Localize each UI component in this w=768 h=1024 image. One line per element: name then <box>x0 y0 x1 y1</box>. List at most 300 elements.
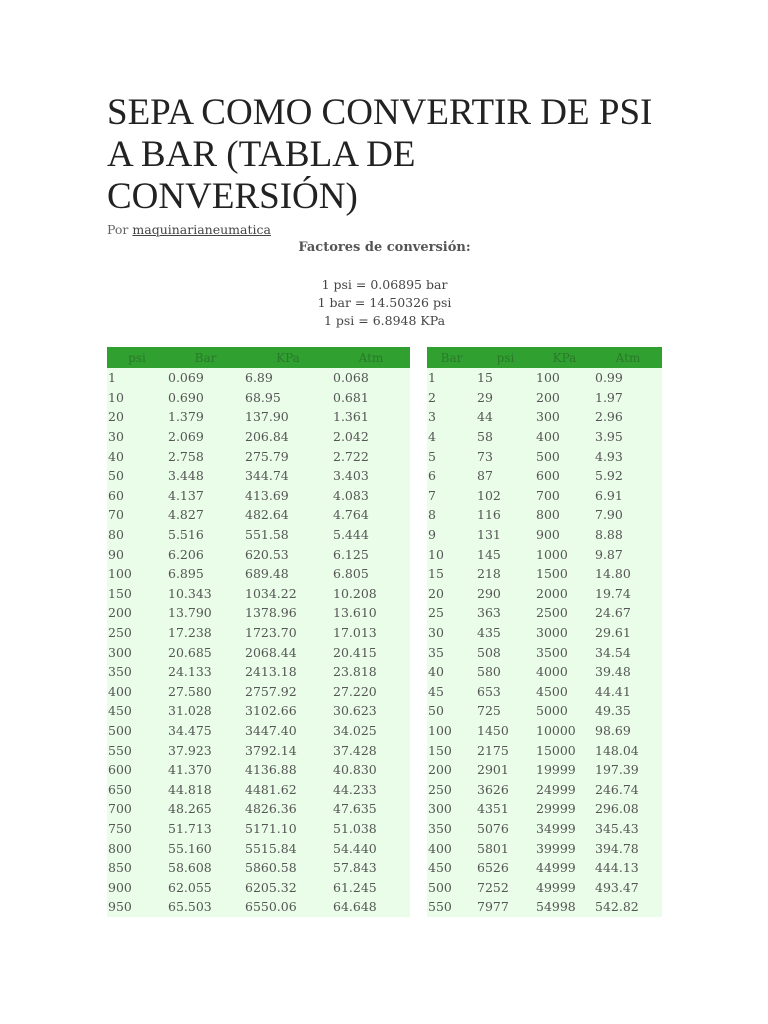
table-row <box>107 564 410 584</box>
column-header: KPa <box>535 347 594 368</box>
table-row <box>427 642 662 662</box>
table-cell: 542.82 <box>594 897 662 917</box>
table-cell: 482.64 <box>244 505 332 525</box>
bar-conversion-table <box>427 347 662 917</box>
table-cell: 20.415 <box>332 642 410 662</box>
table-cell: 39.48 <box>594 662 662 682</box>
table-row <box>107 466 410 486</box>
table-cell: 68.95 <box>244 388 332 408</box>
table-row <box>107 838 410 858</box>
table-row <box>427 740 662 760</box>
table-row <box>107 721 410 741</box>
table-cell: 2.069 <box>167 427 244 447</box>
byline <box>107 222 271 237</box>
table-row <box>107 446 410 466</box>
table-cell: 363 <box>476 603 535 623</box>
table-cell: 6 <box>427 466 476 486</box>
table-cell: 58 <box>476 427 535 447</box>
table-cell: 0.068 <box>332 368 410 388</box>
page-title: SEPA COMO CONVERTIR DE PSI A BAR (TABLA DE CONVERSIÓN) <box>107 92 653 217</box>
table-cell: 250 <box>427 779 476 799</box>
table-cell: 62.055 <box>167 877 244 897</box>
table-cell: 650 <box>107 779 167 799</box>
table-cell: 750 <box>107 819 167 839</box>
table-row <box>107 740 410 760</box>
table-cell: 6.805 <box>332 564 410 584</box>
table-cell: 20 <box>427 584 476 604</box>
table-cell: 580 <box>476 662 535 682</box>
table-row <box>107 662 410 682</box>
table-cell: 7.90 <box>594 505 662 525</box>
table-cell: 2.758 <box>167 446 244 466</box>
table-cell: 0.681 <box>332 388 410 408</box>
column-header: Bar <box>167 347 244 368</box>
table-cell: 73 <box>476 446 535 466</box>
table-cell: 15 <box>476 368 535 388</box>
table-cell: 41.370 <box>167 760 244 780</box>
table-cell: 2 <box>427 388 476 408</box>
table-cell: 689.48 <box>244 564 332 584</box>
table-cell: 13.790 <box>167 603 244 623</box>
table-cell: 200 <box>427 760 476 780</box>
table-cell: 29999 <box>535 799 594 819</box>
table-cell: 2068.44 <box>244 642 332 662</box>
table-cell: 54.440 <box>332 838 410 858</box>
table-cell: 3626 <box>476 779 535 799</box>
table-cell: 10000 <box>535 721 594 741</box>
factor-line: 1 bar = 14.50326 psi <box>317 295 452 310</box>
table-cell: 10 <box>107 388 167 408</box>
table-cell: 1378.96 <box>244 603 332 623</box>
table-row <box>427 721 662 741</box>
table-row <box>427 388 662 408</box>
table-cell: 500 <box>427 877 476 897</box>
table-cell: 400 <box>535 427 594 447</box>
table-row <box>427 603 662 623</box>
table-cell: 2.722 <box>332 446 410 466</box>
table-row <box>107 877 410 897</box>
table-cell: 60 <box>107 486 167 506</box>
table-cell: 653 <box>476 682 535 702</box>
table-cell: 550 <box>107 740 167 760</box>
table-cell: 116 <box>476 505 535 525</box>
table-cell: 8.88 <box>594 525 662 545</box>
table-cell: 47.635 <box>332 799 410 819</box>
table-cell: 4500 <box>535 682 594 702</box>
table-cell: 413.69 <box>244 486 332 506</box>
table-cell: 37.923 <box>167 740 244 760</box>
table-cell: 150 <box>427 740 476 760</box>
table-cell: 500 <box>107 721 167 741</box>
table-cell: 5171.10 <box>244 819 332 839</box>
table-cell: 6.125 <box>332 544 410 564</box>
table-cell: 435 <box>476 623 535 643</box>
table-cell: 450 <box>427 858 476 878</box>
table-cell: 3000 <box>535 623 594 643</box>
table-cell: 80 <box>107 525 167 545</box>
table-cell: 5.92 <box>594 466 662 486</box>
table-row <box>427 682 662 702</box>
table-cell: 275.79 <box>244 446 332 466</box>
table-cell: 9.87 <box>594 544 662 564</box>
table-cell: 40 <box>427 662 476 682</box>
column-header: KPa <box>244 347 332 368</box>
table-cell: 51.038 <box>332 819 410 839</box>
table-cell: 4826.36 <box>244 799 332 819</box>
table-cell: 350 <box>107 662 167 682</box>
table-row <box>107 505 410 525</box>
table-cell: 17.013 <box>332 623 410 643</box>
table-row <box>427 701 662 721</box>
table-cell: 100 <box>427 721 476 741</box>
table-cell: 137.90 <box>244 407 332 427</box>
table-cell: 1000 <box>535 544 594 564</box>
table-cell: 44 <box>476 407 535 427</box>
table-cell: 6550.06 <box>244 897 332 917</box>
table-cell: 3.95 <box>594 427 662 447</box>
table-cell: 24.133 <box>167 662 244 682</box>
table-row <box>427 368 662 388</box>
factor-line: 1 psi = 6.8948 KPa <box>323 313 446 328</box>
byline-prefix: Por <box>107 222 129 237</box>
table-cell: 3447.40 <box>244 721 332 741</box>
table-cell: 58.608 <box>167 858 244 878</box>
table-cell: 0.069 <box>167 368 244 388</box>
table-cell: 300 <box>535 407 594 427</box>
table-cell: 444.13 <box>594 858 662 878</box>
table-cell: 13.610 <box>332 603 410 623</box>
table-cell: 6205.32 <box>244 877 332 897</box>
table-cell: 6.91 <box>594 486 662 506</box>
table-cell: 25 <box>427 603 476 623</box>
table-cell: 1.361 <box>332 407 410 427</box>
table-header-row <box>427 347 662 368</box>
table-row <box>107 427 410 447</box>
table-cell: 5000 <box>535 701 594 721</box>
table-cell: 44.233 <box>332 779 410 799</box>
table-cell: 50 <box>107 466 167 486</box>
table-cell: 5860.58 <box>244 858 332 878</box>
table-cell: 4136.88 <box>244 760 332 780</box>
table-cell: 725 <box>476 701 535 721</box>
table-cell: 90 <box>107 544 167 564</box>
table-cell: 2757.92 <box>244 682 332 702</box>
table-row <box>427 486 662 506</box>
table-cell: 10 <box>427 544 476 564</box>
table-cell: 500 <box>535 446 594 466</box>
table-row <box>107 388 410 408</box>
table-cell: 1723.70 <box>244 623 332 643</box>
table-cell: 39999 <box>535 838 594 858</box>
table-cell: 5 <box>427 446 476 466</box>
table-cell: 40 <box>107 446 167 466</box>
table-cell: 344.74 <box>244 466 332 486</box>
table-row <box>427 427 662 447</box>
table-cell: 290 <box>476 584 535 604</box>
table-cell: 1 <box>107 368 167 388</box>
table-cell: 550 <box>427 897 476 917</box>
table-cell: 15 <box>427 564 476 584</box>
table-cell: 37.428 <box>332 740 410 760</box>
factors-heading: Factores de conversión: <box>298 240 471 255</box>
table-row <box>427 877 662 897</box>
factor-line: 1 psi = 0.06895 bar <box>321 277 448 292</box>
table-row <box>427 505 662 525</box>
table-cell: 24999 <box>535 779 594 799</box>
table-row <box>107 407 410 427</box>
table-cell: 7 <box>427 486 476 506</box>
table-row <box>427 544 662 564</box>
table-cell: 800 <box>535 505 594 525</box>
table-cell: 1 <box>427 368 476 388</box>
column-header: Atm <box>332 347 410 368</box>
table-cell: 19999 <box>535 760 594 780</box>
table-row <box>427 466 662 486</box>
table-cell: 30 <box>427 623 476 643</box>
table-cell: 45 <box>427 682 476 702</box>
table-row <box>107 799 410 819</box>
table-cell: 2.96 <box>594 407 662 427</box>
table-cell: 2.042 <box>332 427 410 447</box>
table-row <box>427 819 662 839</box>
table-cell: 700 <box>107 799 167 819</box>
table-row <box>107 897 410 917</box>
table-cell: 4000 <box>535 662 594 682</box>
table-cell: 900 <box>107 877 167 897</box>
table-row <box>427 407 662 427</box>
table-row <box>107 368 410 388</box>
table-row <box>107 603 410 623</box>
table-cell: 2500 <box>535 603 594 623</box>
table-cell: 3.448 <box>167 466 244 486</box>
table-cell: 34.475 <box>167 721 244 741</box>
table-cell: 3102.66 <box>244 701 332 721</box>
table-cell: 24.67 <box>594 603 662 623</box>
table-row <box>427 662 662 682</box>
table-cell: 7252 <box>476 877 535 897</box>
table-cell: 34.54 <box>594 642 662 662</box>
table-cell: 100 <box>535 368 594 388</box>
table-cell: 4.137 <box>167 486 244 506</box>
table-cell: 300 <box>427 799 476 819</box>
table-cell: 15000 <box>535 740 594 760</box>
table-cell: 98.69 <box>594 721 662 741</box>
table-cell: 10.208 <box>332 584 410 604</box>
table-cell: 148.04 <box>594 740 662 760</box>
column-header: Bar <box>427 347 476 368</box>
table-row <box>427 779 662 799</box>
table-row <box>427 564 662 584</box>
table-cell: 4351 <box>476 799 535 819</box>
table-cell: 4481.62 <box>244 779 332 799</box>
author-link[interactable]: maquinarianeumatica <box>132 222 271 237</box>
table-cell: 35 <box>427 642 476 662</box>
table-cell: 4.827 <box>167 505 244 525</box>
table-cell: 4.764 <box>332 505 410 525</box>
psi-conversion-table <box>107 347 410 917</box>
table-cell: 2413.18 <box>244 662 332 682</box>
table-cell: 34999 <box>535 819 594 839</box>
table-cell: 19.74 <box>594 584 662 604</box>
table-cell: 14.80 <box>594 564 662 584</box>
table-cell: 5076 <box>476 819 535 839</box>
table-cell: 800 <box>107 838 167 858</box>
table-cell: 31.028 <box>167 701 244 721</box>
table-cell: 350 <box>427 819 476 839</box>
table-cell: 493.47 <box>594 877 662 897</box>
table-row <box>107 779 410 799</box>
table-cell: 5515.84 <box>244 838 332 858</box>
table-cell: 131 <box>476 525 535 545</box>
table-cell: 50 <box>427 701 476 721</box>
table-cell: 27.580 <box>167 682 244 702</box>
table-cell: 87 <box>476 466 535 486</box>
table-row <box>107 623 410 643</box>
table-cell: 3 <box>427 407 476 427</box>
table-row <box>427 858 662 878</box>
table-cell: 70 <box>107 505 167 525</box>
table-row <box>107 525 410 545</box>
table-cell: 620.53 <box>244 544 332 564</box>
table-cell: 3500 <box>535 642 594 662</box>
table-cell: 2175 <box>476 740 535 760</box>
table-cell: 102 <box>476 486 535 506</box>
table-cell: 1.379 <box>167 407 244 427</box>
table-cell: 200 <box>535 388 594 408</box>
table-cell: 0.99 <box>594 368 662 388</box>
table-cell: 27.220 <box>332 682 410 702</box>
table-cell: 950 <box>107 897 167 917</box>
table-cell: 54998 <box>535 897 594 917</box>
column-header: psi <box>107 347 167 368</box>
table-cell: 400 <box>107 682 167 702</box>
table-cell: 29.61 <box>594 623 662 643</box>
table-cell: 345.43 <box>594 819 662 839</box>
table-cell: 0.690 <box>167 388 244 408</box>
table-cell: 551.58 <box>244 525 332 545</box>
table-cell: 30.623 <box>332 701 410 721</box>
table-cell: 30 <box>107 427 167 447</box>
table-cell: 1.97 <box>594 388 662 408</box>
table-cell: 29 <box>476 388 535 408</box>
table-cell: 55.160 <box>167 838 244 858</box>
table-row <box>427 525 662 545</box>
table-cell: 197.39 <box>594 760 662 780</box>
table-row <box>107 760 410 780</box>
table-cell: 394.78 <box>594 838 662 858</box>
table-cell: 508 <box>476 642 535 662</box>
table-row <box>107 701 410 721</box>
table-cell: 206.84 <box>244 427 332 447</box>
table-cell: 51.713 <box>167 819 244 839</box>
table-cell: 6.895 <box>167 564 244 584</box>
table-cell: 1034.22 <box>244 584 332 604</box>
table-cell: 296.08 <box>594 799 662 819</box>
table-cell: 48.265 <box>167 799 244 819</box>
table-row <box>107 682 410 702</box>
table-cell: 3792.14 <box>244 740 332 760</box>
table-row <box>427 799 662 819</box>
table-cell: 9 <box>427 525 476 545</box>
table-row <box>107 858 410 878</box>
table-cell: 49999 <box>535 877 594 897</box>
table-cell: 900 <box>535 525 594 545</box>
table-cell: 34.025 <box>332 721 410 741</box>
table-row <box>427 897 662 917</box>
table-row <box>427 838 662 858</box>
table-row <box>107 584 410 604</box>
table-cell: 6.206 <box>167 544 244 564</box>
table-cell: 20 <box>107 407 167 427</box>
table-cell: 4.083 <box>332 486 410 506</box>
table-cell: 4 <box>427 427 476 447</box>
table-row <box>427 623 662 643</box>
table-cell: 450 <box>107 701 167 721</box>
table-cell: 600 <box>535 466 594 486</box>
table-cell: 44.41 <box>594 682 662 702</box>
conversion-factors <box>107 240 662 330</box>
table-cell: 100 <box>107 564 167 584</box>
table-row <box>427 760 662 780</box>
column-header: Atm <box>594 347 662 368</box>
table-cell: 23.818 <box>332 662 410 682</box>
table-cell: 10.343 <box>167 584 244 604</box>
table-cell: 1500 <box>535 564 594 584</box>
table-cell: 218 <box>476 564 535 584</box>
table-cell: 200 <box>107 603 167 623</box>
table-cell: 17.238 <box>167 623 244 643</box>
table-cell: 65.503 <box>167 897 244 917</box>
table-header-row <box>107 347 410 368</box>
table-cell: 6526 <box>476 858 535 878</box>
table-cell: 61.245 <box>332 877 410 897</box>
table-row <box>107 642 410 662</box>
table-cell: 8 <box>427 505 476 525</box>
table-cell: 4.93 <box>594 446 662 466</box>
table-row <box>107 544 410 564</box>
table-cell: 2000 <box>535 584 594 604</box>
table-cell: 600 <box>107 760 167 780</box>
table-cell: 44999 <box>535 858 594 878</box>
table-cell: 150 <box>107 584 167 604</box>
table-cell: 64.648 <box>332 897 410 917</box>
table-cell: 246.74 <box>594 779 662 799</box>
table-cell: 5.516 <box>167 525 244 545</box>
table-cell: 250 <box>107 623 167 643</box>
table-cell: 2901 <box>476 760 535 780</box>
table-row <box>427 584 662 604</box>
table-cell: 6.89 <box>244 368 332 388</box>
table-cell: 700 <box>535 486 594 506</box>
table-row <box>107 486 410 506</box>
table-cell: 3.403 <box>332 466 410 486</box>
table-cell: 40.830 <box>332 760 410 780</box>
table-cell: 300 <box>107 642 167 662</box>
table-cell: 145 <box>476 544 535 564</box>
table-cell: 7977 <box>476 897 535 917</box>
table-cell: 1450 <box>476 721 535 741</box>
table-row <box>427 446 662 466</box>
table-cell: 5.444 <box>332 525 410 545</box>
table-cell: 5801 <box>476 838 535 858</box>
table-cell: 20.685 <box>167 642 244 662</box>
column-header: psi <box>476 347 535 368</box>
table-cell: 57.843 <box>332 858 410 878</box>
table-cell: 49.35 <box>594 701 662 721</box>
table-cell: 850 <box>107 858 167 878</box>
table-cell: 400 <box>427 838 476 858</box>
table-row <box>107 819 410 839</box>
